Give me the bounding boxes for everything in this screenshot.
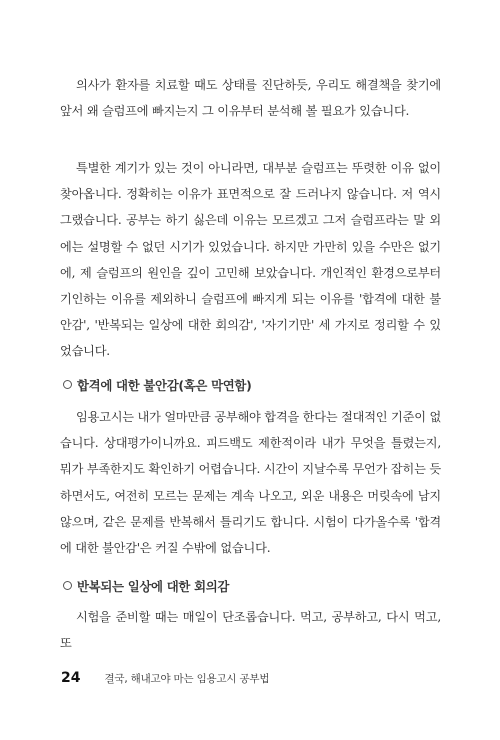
section-heading-skepticism — [63, 577, 229, 595]
section-heading-anxiety — [63, 376, 251, 394]
paragraph-skepticism: 시험을 준비할 때는 매일이 단조롭습니다. 먹고, 공부하고, 다시 먹고, 또 — [60, 610, 441, 651]
paragraph-intro: 의사가 환자를 치료할 때도 상태를 진단하듯, 우리도 해결책을 찾기에 앞서 왜 슬럼프에 빠지는지 그 이유부터 분석해 볼 필요가 있습니다. — [60, 78, 441, 119]
page-footer — [61, 670, 269, 686]
running-title: 결국, 해내고야 마는 임용고시 공부법 — [104, 673, 270, 685]
circle-bullet-icon — [63, 380, 72, 389]
circle-bullet-icon — [63, 581, 72, 590]
page-number: 24 — [61, 670, 81, 686]
section-heading-text: 반복되는 일상에 대한 회의감 — [77, 579, 230, 594]
section-heading-text: 합격에 대한 불안감(혹은 막연함) — [77, 378, 252, 393]
paragraph-anxiety: 임용고시는 내가 얼마만큼 공부해야 합격을 한다는 절대적인 기준이 없습니다. 상대평가이니까요. 피드백도 제한적이라 내가 무엇을 틀렸는지, 뭐가 부족한지도 확인하기 어렵습니다. 시간이 지날수록 무언가 잡히는 듯하면서도, 여전히 모르는 문제는 계속 나오고, 외운 내용은 머릿속에 남지 않으며, 같은 문제를 반복해서 틀리기도 합니다. 시험이 다가올수록 '합격에 대한 불안감'은 커질 수밖에 없습니다. — [60, 410, 442, 556]
paragraph-slump-reasons: 특별한 계기가 있는 것이 아니라면, 대부분 슬럼프는 뚜렷한 이유 없이 찾아옵니다. 정확히는 이유가 표면적으로 잘 드러나지 않습니다. 저 역시 그랬습니다. 공부는 하기 싫은데 이유는 모르겠고 그저 슬럼프라는 말 외에는 설명할 수 없던 시기가 있었습니다. 하지만 가만히 있을 수만은 없기에, 제 슬럼프의 원인을 깊이 고민해 보았습니다. 개인적인 환경으로부터 기인하는 이유를 제외하니 슬럼프에 빠지게 되는 이유를 '합격에 대한 불안감', '반복되는 일상에 대한 회의감', '자기기만' 세 가지로 정리할 수 있었습니다. — [60, 161, 441, 359]
